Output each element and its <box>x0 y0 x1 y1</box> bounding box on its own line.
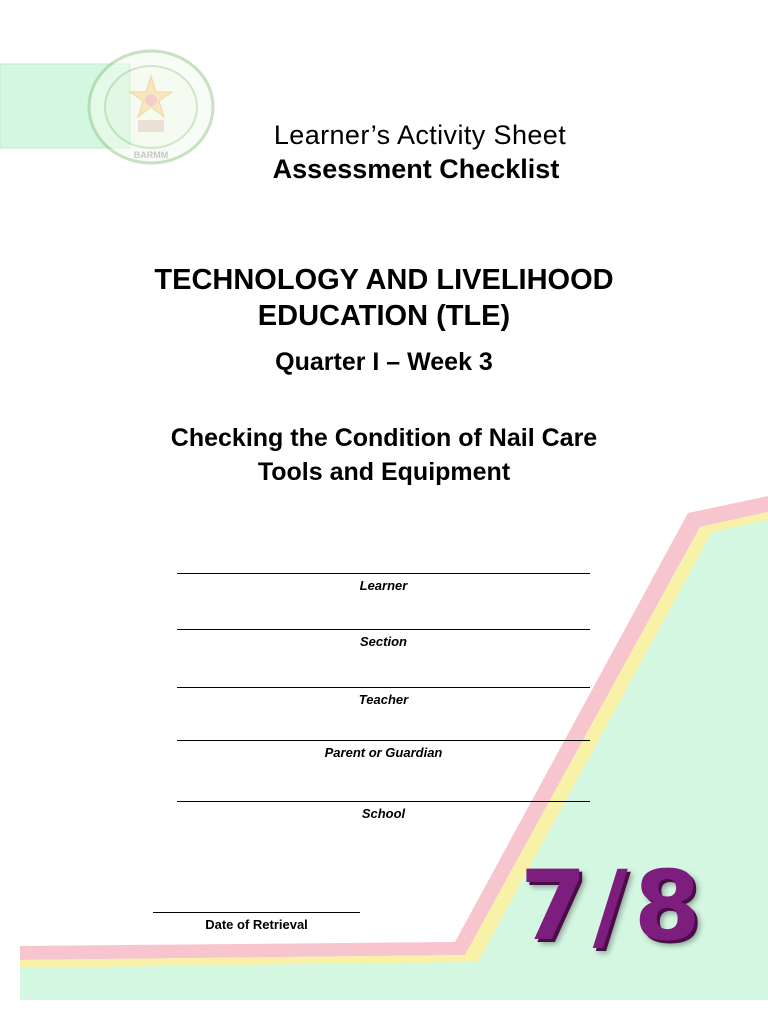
school-field[interactable] <box>177 801 590 821</box>
learner-line <box>177 573 590 574</box>
topic-line-2: Tools and Equipment <box>257 458 511 486</box>
school-label: School <box>361 806 406 821</box>
section-label: Section <box>360 634 407 649</box>
subject-line-1: TECHNOLOGY AND LIVELIHOOD <box>154 264 614 296</box>
section-field[interactable] <box>177 629 590 649</box>
lesson-topic <box>0 421 768 489</box>
title-assessment-checklist: Assessment Checklist <box>272 154 560 184</box>
date-of-retrieval-field[interactable] <box>153 912 360 932</box>
title-activity-sheet: Learner’s Activity Sheet <box>273 120 567 150</box>
subject-line-2: EDUCATION (TLE) <box>257 300 511 332</box>
date-of-retrieval-label: Date of Retrieval <box>205 917 308 932</box>
teacher-field[interactable] <box>177 687 590 707</box>
svg-text:BARMM: BARMM <box>133 150 169 160</box>
learner-label: Learner <box>359 578 408 593</box>
date-of-retrieval-line <box>153 912 360 913</box>
school-line <box>177 801 590 802</box>
parent-guardian-label: Parent or Guardian <box>324 745 443 760</box>
topic-line-1: Checking the Condition of Nail Care <box>170 424 598 452</box>
grade-level: 7/8 <box>520 850 707 962</box>
parent-guardian-field[interactable] <box>177 740 590 760</box>
teacher-label: Teacher <box>358 692 409 707</box>
teacher-line <box>177 687 590 688</box>
parent-guardian-line <box>177 740 590 741</box>
learner-field[interactable] <box>177 573 590 593</box>
quarter-week: Quarter I – Week 3 <box>275 348 493 376</box>
section-line <box>177 629 590 630</box>
subject-title <box>0 262 768 334</box>
